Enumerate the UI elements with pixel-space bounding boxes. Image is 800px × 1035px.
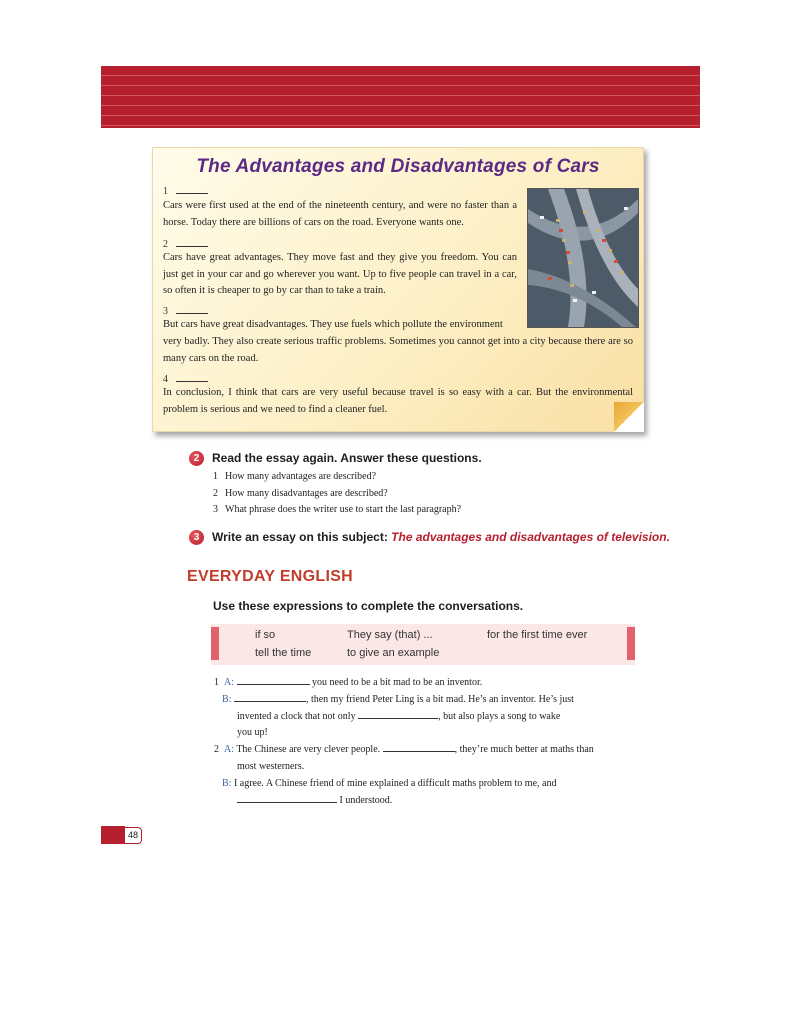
answer-blank (237, 792, 337, 803)
expression-box-left-bar (211, 627, 219, 660)
question-1: 1 How many advantages are described? (213, 471, 377, 482)
everyday-english-title: EVERYDAY ENGLISH (187, 568, 354, 585)
speaker-a: A: (224, 744, 234, 755)
paragraph-1: Cars were first used at the end of the nineteenth century, and were no faster than a horse. Today there are billions of cars on the road. Everyone wants one. (163, 200, 517, 228)
exercise-3-badge: 3 (189, 530, 204, 545)
essay-subject: The advantages and disadvantages of television. (391, 530, 670, 544)
page-number: 48 (124, 827, 142, 844)
paragraph-4: In conclusion, I think that cars are very useful because travel is so easy with a car. But the environmental problem is serious and we need to find a cleaner fuel. (163, 387, 633, 415)
paragraph-number-2: 2 (163, 237, 208, 250)
highway-photo (527, 188, 639, 328)
expression-tell-the-time: tell the time (255, 647, 312, 659)
heading-blank-1 (176, 184, 208, 194)
heading-blank-4 (176, 372, 208, 382)
paragraph-number-1: 1 (163, 184, 208, 197)
speaker-b: B: (222, 778, 232, 789)
conversation-1-a: 1 A: you need to be a bit mad to be an inventor. (214, 674, 482, 691)
paragraph-number-4: 4 (163, 372, 208, 385)
answer-blank (234, 691, 306, 702)
answer-blank (383, 741, 455, 752)
page-number-tab (101, 826, 125, 844)
speaker-a: A: (224, 677, 234, 688)
expression-box-right-bar (627, 627, 635, 660)
question-2: 2 How many disadvantages are described? (213, 487, 388, 499)
conversation-2-b: B: I agree. A Chinese friend of mine explained a difficult maths problem to me, and (222, 778, 557, 789)
paragraph-3-line1: But cars have great disadvantages. They use fuels which pollute the environment (163, 319, 503, 330)
exercise-3-heading: 3 Write an essay on this subject: The advantages and disadvantages of television. (189, 530, 670, 545)
speaker-b: B: (222, 694, 232, 705)
paragraph-2: Cars have great advantages. They move fast and they give you freedom. You can just get in your car and go wherever you want. Up to five people can travel in a car, so often it is cheaper to go by car than to take a train. (163, 252, 517, 296)
exercise-2-badge: 2 (189, 451, 204, 466)
heading-blank-2 (176, 237, 208, 247)
answer-blank (358, 708, 438, 719)
expression-box (211, 624, 635, 665)
paragraph-number-3: 3 (163, 304, 208, 317)
page-curl (614, 402, 644, 432)
conversation-1-b: B: , then my friend Peter Ling is a bit mad. He’s an inventor. He’s just (222, 691, 636, 708)
conversation-2-b-line2: I understood. (237, 792, 392, 809)
essay-box (152, 147, 644, 432)
exercise-2-questions (213, 469, 461, 519)
expression-they-say: They say (that) ... (347, 629, 433, 641)
expression-first-time-ever: for the first time ever (487, 629, 588, 641)
expression-give-an-example: to give an example (347, 647, 440, 659)
conversation-2-a: 2 A: The Chinese are very clever people. , they’re much better at maths than (214, 741, 636, 758)
answer-blank (237, 674, 310, 685)
conversation-1-b-line3: you up! (237, 727, 268, 738)
conversation-1-b-line2: invented a clock that not only , but also plays a song to wake (237, 708, 635, 725)
everyday-instruction: Use these expressions to complete the conversations. (213, 599, 524, 613)
conversation-2-a-line2: most westerners. (237, 761, 305, 772)
question-3: 3 What phrase does the writer use to start the last paragraph? (213, 504, 462, 515)
header-banner (101, 66, 700, 128)
exercise-2-heading: 2 Read the essay again. Answer these questions. (189, 451, 482, 466)
heading-blank-3 (176, 304, 208, 314)
paragraph-3-rest: very badly. They also create serious traffic problems. Sometimes you cannot get into a city because there are so many cars on the road. (163, 336, 633, 364)
expression-if-so: if so (255, 629, 276, 641)
essay-title: The Advantages and Disadvantages of Cars (196, 156, 600, 177)
